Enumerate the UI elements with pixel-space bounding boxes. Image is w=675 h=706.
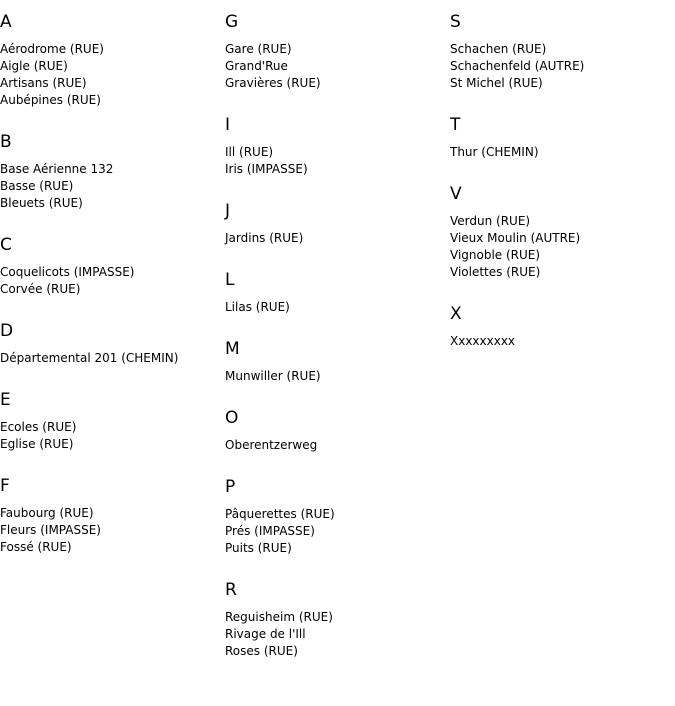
letter-section xyxy=(0,234,220,298)
street-list xyxy=(0,41,220,109)
section-letter-heading: C xyxy=(0,235,12,255)
letter-section xyxy=(0,11,220,109)
letter-section xyxy=(225,407,445,454)
letter-section xyxy=(225,338,445,385)
letter-section xyxy=(225,579,445,660)
street-list xyxy=(0,161,220,212)
street-link[interactable]: Schachen (RUE) xyxy=(450,42,547,56)
street-link[interactable]: St Michel (RUE) xyxy=(450,76,543,90)
street-list xyxy=(225,230,445,247)
street-list xyxy=(225,144,445,178)
street-link[interactable]: Bleuets (RUE) xyxy=(0,196,83,210)
section-letter-heading: V xyxy=(450,184,462,204)
letter-section xyxy=(0,389,220,453)
street-link[interactable]: Oberentzerweg xyxy=(225,438,318,452)
street-link[interactable]: Artisans (RUE) xyxy=(0,76,87,90)
section-letter-heading: D xyxy=(0,321,14,341)
street-link[interactable]: Aubépines (RUE) xyxy=(0,93,101,107)
street-list xyxy=(225,41,445,92)
street-index-column-1 xyxy=(0,11,220,578)
street-link[interactable]: Faubourg (RUE) xyxy=(0,506,94,520)
section-letter-heading: J xyxy=(225,201,231,221)
street-list xyxy=(0,505,220,556)
letter-section xyxy=(225,114,445,178)
street-list xyxy=(225,437,445,454)
street-list xyxy=(0,350,220,367)
street-link[interactable]: Coquelicots (IMPASSE) xyxy=(0,265,135,279)
letter-section xyxy=(225,200,445,247)
street-link[interactable]: Jardins (RUE) xyxy=(225,231,304,245)
street-link[interactable]: Roses (RUE) xyxy=(225,644,298,658)
section-letter-heading: E xyxy=(0,390,11,410)
street-list xyxy=(450,144,670,161)
street-link[interactable]: Grand'Rue xyxy=(225,59,288,73)
street-link[interactable]: Gravières (RUE) xyxy=(225,76,321,90)
street-list xyxy=(225,506,445,557)
street-index-column-2 xyxy=(225,11,445,682)
section-letter-heading: A xyxy=(0,12,12,32)
letter-section xyxy=(450,183,670,281)
street-list xyxy=(450,213,670,281)
letter-section xyxy=(225,476,445,557)
street-index-column-3 xyxy=(450,11,670,372)
letter-section xyxy=(225,11,445,92)
street-link[interactable]: Rivage de l'Ill xyxy=(225,627,306,641)
section-letter-heading: F xyxy=(0,476,10,496)
street-link[interactable]: Xxxxxxxxx xyxy=(450,334,516,348)
street-link[interactable]: Lilas (RUE) xyxy=(225,300,290,314)
street-link[interactable]: Reguisheim (RUE) xyxy=(225,610,333,624)
section-letter-heading: I xyxy=(225,115,231,135)
section-letter-heading: M xyxy=(225,339,240,359)
street-link[interactable]: Corvée (RUE) xyxy=(0,282,81,296)
letter-section xyxy=(0,320,220,367)
street-link[interactable]: Schachenfeld (AUTRE) xyxy=(450,59,585,73)
street-list xyxy=(225,368,445,385)
street-link[interactable]: Basse (RUE) xyxy=(0,179,74,193)
street-link[interactable]: Aérodrome (RUE) xyxy=(0,42,104,56)
street-link[interactable]: Verdun (RUE) xyxy=(450,214,531,228)
street-link[interactable]: Ill (RUE) xyxy=(225,145,274,159)
section-letter-heading: X xyxy=(450,304,462,324)
street-link[interactable]: Vignoble (RUE) xyxy=(450,248,541,262)
letter-section xyxy=(450,114,670,161)
section-letter-heading: B xyxy=(0,132,12,152)
section-letter-heading: S xyxy=(450,12,461,32)
street-link[interactable]: Fleurs (IMPASSE) xyxy=(0,523,101,537)
letter-section xyxy=(225,269,445,316)
street-link[interactable]: Aigle (RUE) xyxy=(0,59,68,73)
street-link[interactable]: Départemental 201 (CHEMIN) xyxy=(0,351,179,365)
street-link[interactable]: Eglise (RUE) xyxy=(0,437,74,451)
section-letter-heading: P xyxy=(225,477,236,497)
section-letter-heading: O xyxy=(225,408,239,428)
street-link[interactable]: Munwiller (RUE) xyxy=(225,369,321,383)
section-letter-heading: G xyxy=(225,12,239,32)
street-list xyxy=(0,264,220,298)
street-link[interactable]: Base Aérienne 132 xyxy=(0,162,114,176)
street-link[interactable]: Ecoles (RUE) xyxy=(0,420,77,434)
street-link[interactable]: Gare (RUE) xyxy=(225,42,292,56)
letter-section xyxy=(0,475,220,556)
letter-section xyxy=(0,131,220,212)
street-link[interactable]: Fossé (RUE) xyxy=(0,540,72,554)
letter-section xyxy=(450,11,670,92)
street-link[interactable]: Thur (CHEMIN) xyxy=(450,145,539,159)
street-list xyxy=(450,333,670,350)
street-link[interactable]: Puits (RUE) xyxy=(225,541,292,555)
street-link[interactable]: Vieux Moulin (AUTRE) xyxy=(450,231,581,245)
street-list xyxy=(225,609,445,660)
letter-section xyxy=(450,303,670,350)
street-list xyxy=(450,41,670,92)
section-letter-heading: R xyxy=(225,580,237,600)
street-link[interactable]: Pâquerettes (RUE) xyxy=(225,507,335,521)
section-letter-heading: L xyxy=(225,270,235,290)
street-link[interactable]: Prés (IMPASSE) xyxy=(225,524,315,538)
section-letter-heading: T xyxy=(450,115,461,135)
street-list xyxy=(0,419,220,453)
street-list xyxy=(225,299,445,316)
street-link[interactable]: Iris (IMPASSE) xyxy=(225,162,308,176)
street-link[interactable]: Violettes (RUE) xyxy=(450,265,541,279)
